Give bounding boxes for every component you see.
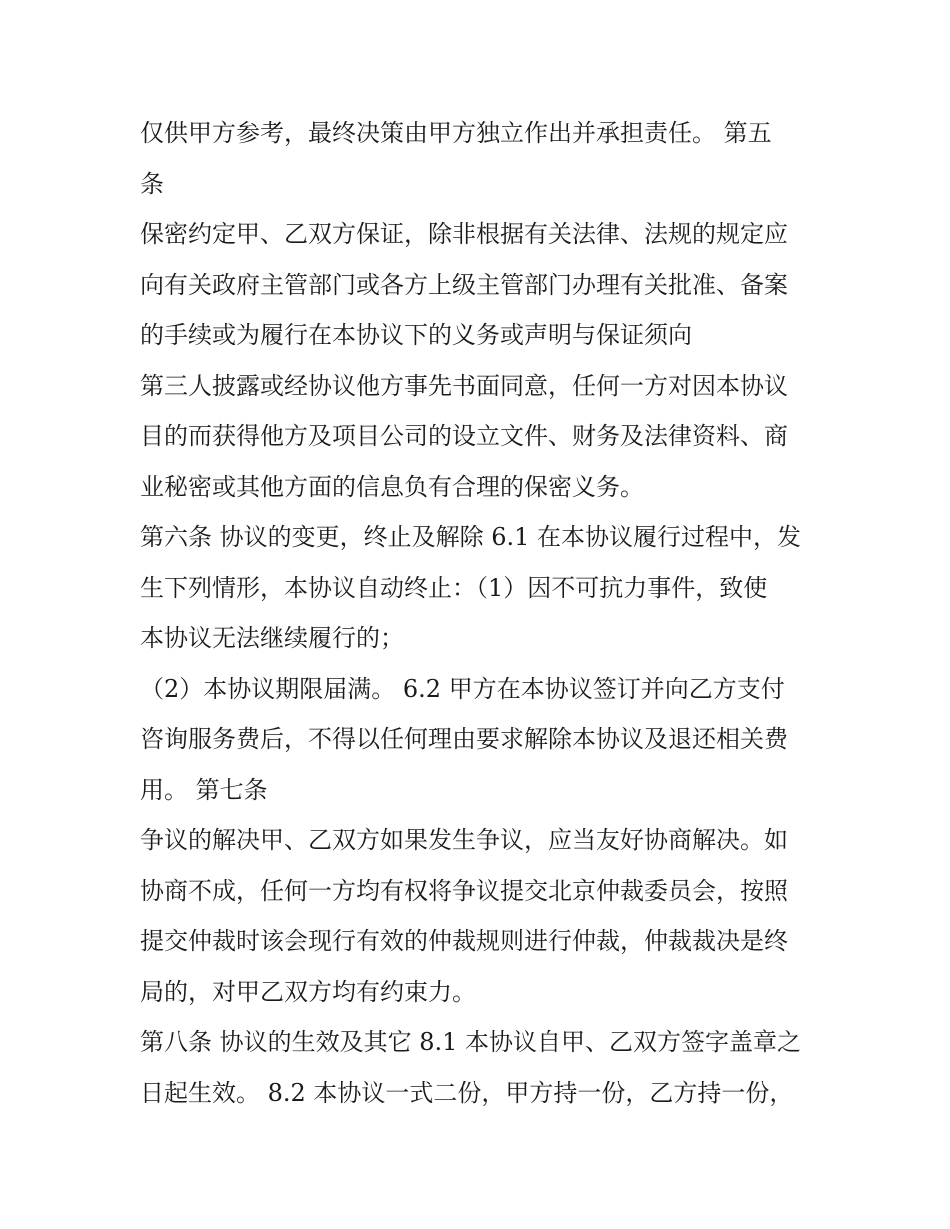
text-line: 向有关政府主管部门或各方上级主管部门办理有关批准、备案 [140, 270, 788, 299]
text-line: 第三人披露或经协议他方事先书面同意，任何一方对因本协议 [140, 371, 788, 400]
text-line: 局的，对甲乙双方均有约束力。 [140, 977, 476, 1006]
text-line: 仅供甲方参考，最终决策由甲方独立作出并承担责任。 第五 [140, 119, 772, 147]
text-line: 目的而获得他方及项目公司的设立文件、财务及法律资料、商 [140, 422, 788, 450]
text-line: 第八条 协议的生效及其它 8.1 本协议自甲、乙双方签字盖章之 [140, 1028, 802, 1056]
text-line: 的手续或为履行在本协议下的义务或声明与保证须向 [140, 321, 692, 349]
text-line: 本协议无法继续履行的； [140, 624, 404, 652]
text-line: 日起生效。 8.2 本协议一式二份，甲方持一份，乙方持一份， [140, 1078, 794, 1107]
document-body [140, 108, 820, 1118]
text-line: 提交仲裁时该会现行有效的仲裁规则进行仲裁，仲裁裁决是终 [140, 927, 788, 955]
text-line: 业秘密或其他方面的信息负有合理的保密义务。 [140, 472, 644, 501]
text-line: 生下列情形，本协议自动终止：（1）因不可抗力事件，致使 [140, 573, 768, 602]
text-line: 用。 第七条 [140, 775, 268, 804]
text-line: 争议的解决甲、乙双方如果发生争议，应当友好协商解决。如 [140, 826, 788, 854]
text-line: 协商不成，任何一方均有权将争议提交北京仲裁委员会，按照 [140, 876, 788, 905]
text-line: 咨询服务费后，不得以任何理由要求解除本协议及退还相关费 [140, 725, 788, 753]
text-line: 保密约定甲、乙双方保证，除非根据有关法律、法规的规定应 [140, 220, 788, 248]
text-line: 条 [140, 169, 164, 198]
text-line: 第六条 协议的变更，终止及解除 6.1 在本协议履行过程中，发 [140, 523, 802, 551]
text-line: （2）本协议期限届满。 6.2 甲方在本协议签订并向乙方支付 [140, 674, 785, 703]
